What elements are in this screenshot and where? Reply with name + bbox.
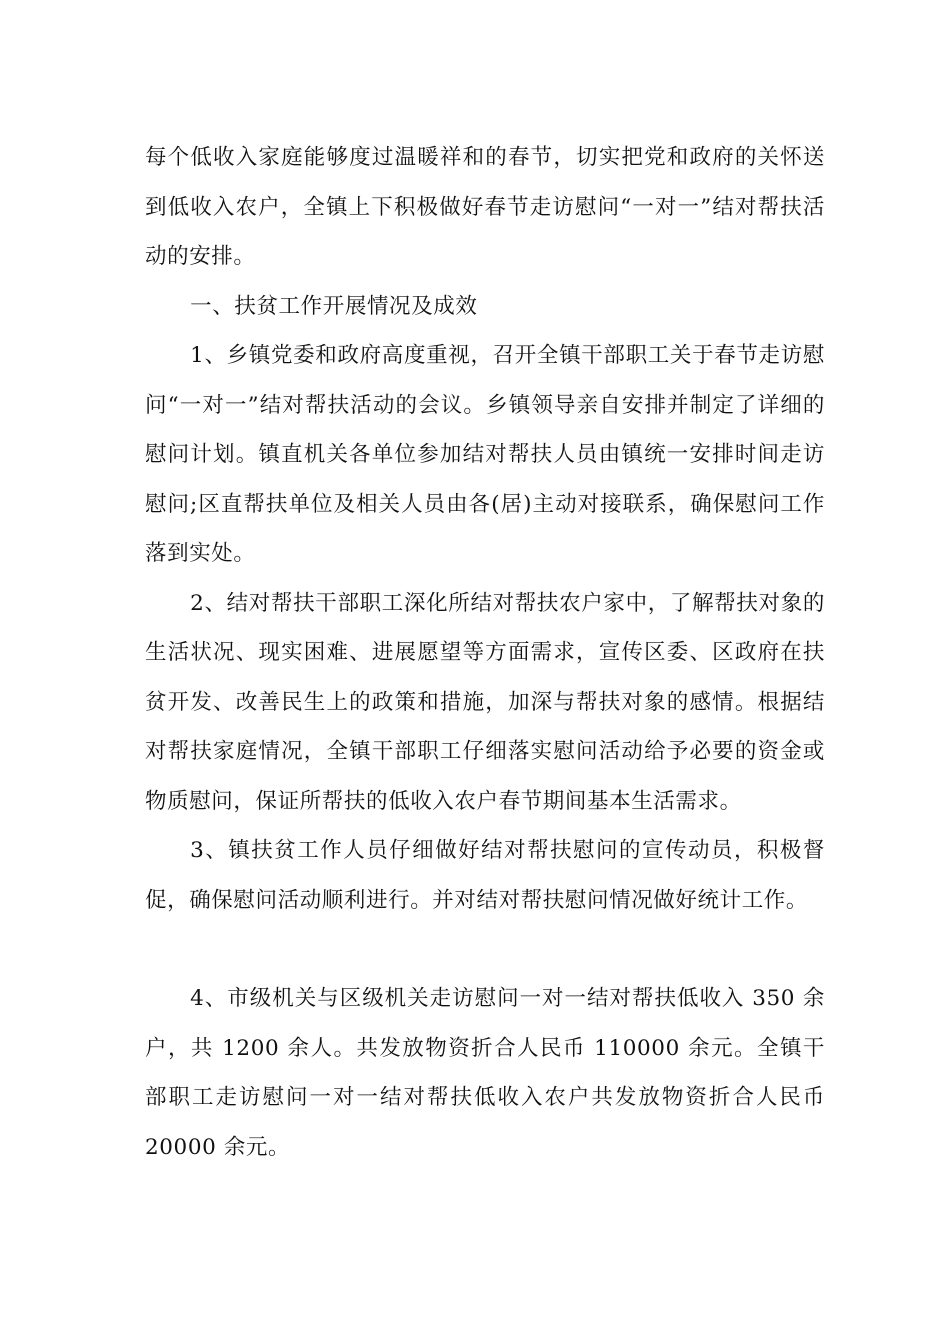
document-body <box>145 133 825 1172</box>
section-heading: 一、扶贫工作开展情况及成效 <box>190 293 478 319</box>
paragraph-item-2: 2、结对帮扶干部职工深化所结对帮扶农户家中，了解帮扶对象的生活状况、现实困难、进展愿望等方面需求，宣传区委、区政府在扶贫开发、改善民生上的政策和措施，加深与帮扶对象的感情。根据结对帮扶家庭情况，全镇干部职工仔细落实慰问活动给予必要的资金或物质慰问，保证所帮扶的低收入农户春节期间基本生活需求。 <box>145 590 825 814</box>
paragraph-item-4: 4、市级机关与区级机关走访慰问一对一结对帮扶低收入 350 余户，共 1200 余人。共发放物资折合人民币 110000 余元。全镇干部职工走访慰问一对一结对帮扶低收入农户共发放物资折合人民币20000 余元。 <box>145 986 825 1160</box>
paragraph-intro: 每个低收入家庭能够度过温暖祥和的春节，切实把党和政府的关怀送到低收入农户，全镇上下积极做好春节走访慰问“一对一”结对帮扶活动的安排。 <box>145 145 825 269</box>
paragraph-item-1: 1、乡镇党委和政府高度重视，召开全镇干部职工关于春节走访慰问“一对一”结对帮扶活动的会议。乡镇领导亲自安排并制定了详细的慰问计划。镇直机关各单位参加结对帮扶人员由镇统一安排时间走访慰问;区直帮扶单位及相关人员由各(居)主动对接联系，确保慰问工作落到实处。 <box>145 343 825 566</box>
paragraph-item-3: 3、镇扶贫工作人员仔细做好结对帮扶慰问的宣传动员，积极督促，确保慰问活动顺利进行。并对结对帮扶慰问情况做好统计工作。 <box>145 838 825 913</box>
